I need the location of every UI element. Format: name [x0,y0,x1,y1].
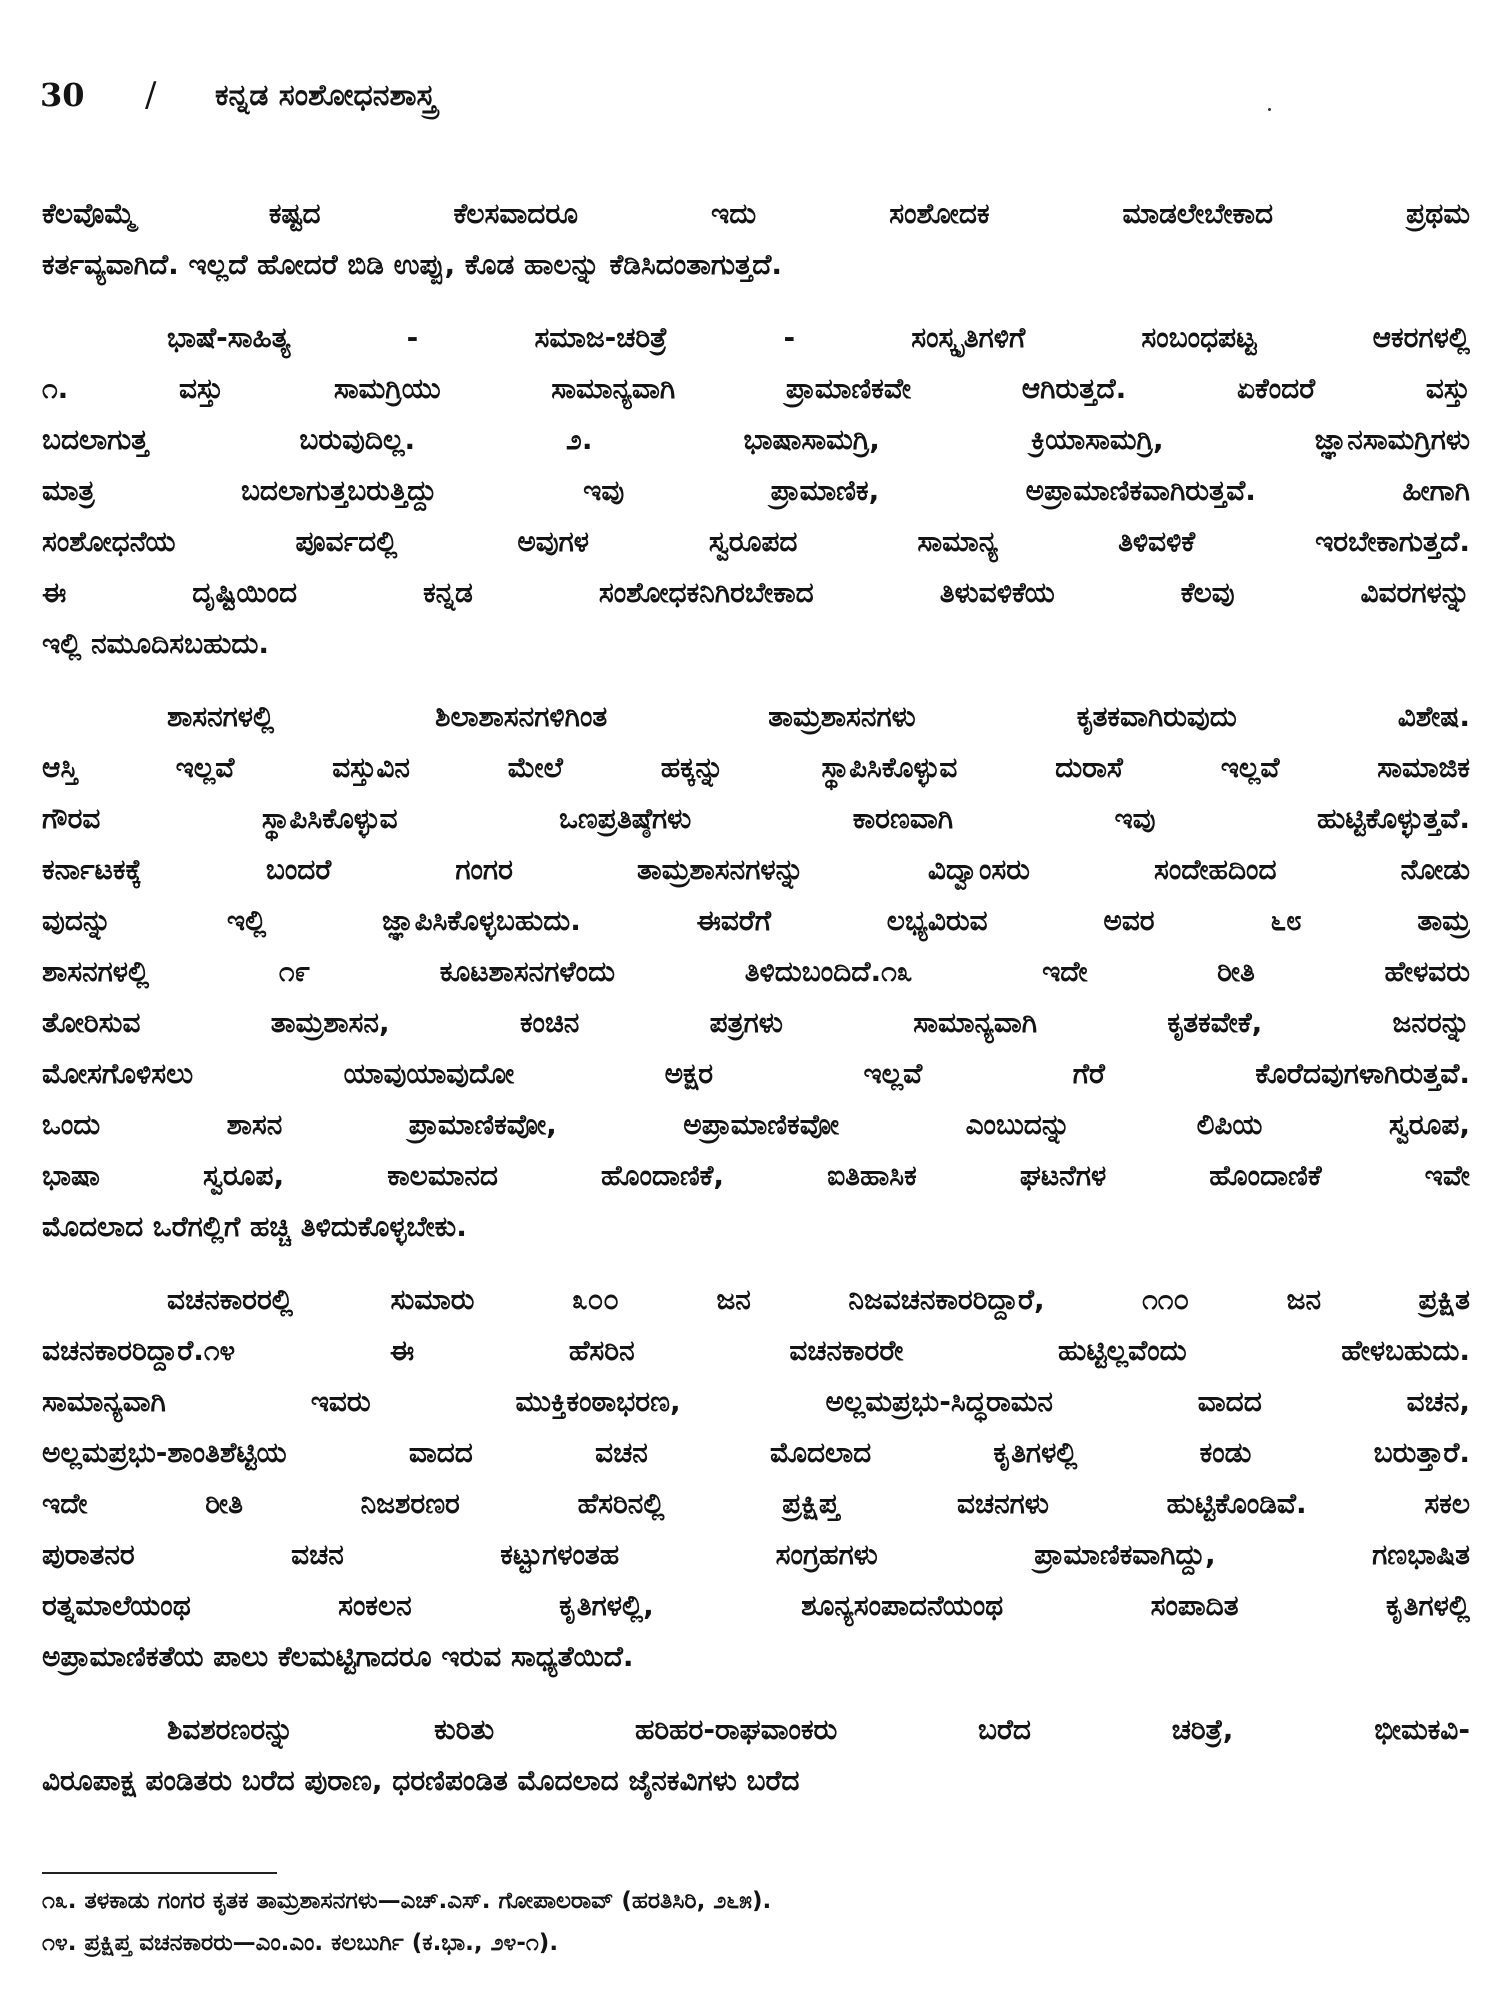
text-line: ಭಾಷೆ-ಸಾಹಿತ್ಯ - ಸಮಾಜ-ಚರಿತ್ರೆ - ಸಂಸ್ಕೃತಿಗಳಿಗೆ ಸಂಬಂಧಪಟ್ಟ ಆಕರಗಳಲ್ಲಿ [167,321,1470,354]
paragraph [42,691,1470,1252]
text-line: ರತ್ನಮಾಲೆಯಂಥ ಸಂಕಲನ ಕೃತಿಗಳಲ್ಲಿ, ಶೂನ್ಯಸಂಪಾದನೆಯಂಥ ಸಂಪಾದಿತ ಕೃತಿಗಳಲ್ಲಿ [42,1589,1470,1622]
text-line: ಭಾಷಾ ಸ್ವರೂಪ, ಕಾಲಮಾನದ ಹೊಂದಾಣಿಕೆ, ಐತಿಹಾಸಿಕ ಘಟನೆಗಳ ಹೊಂದಾಣಿಕೆ ಇವೇ [42,1159,1470,1192]
text-line: ವಚನಕಾರರಿದ್ದಾರೆ.೧೪ ಈ ಹೆಸರಿನ ವಚನಕಾರರೇ ಹುಟ್ಟಿಲ್ಲವೆಂದು ಹೇಳಬಹುದು. [42,1334,1470,1367]
footnote-rule [42,1872,277,1874]
text-line: ಅಪ್ರಾಮಾಣಿಕತೆಯ ಪಾಲು ಕೆಲಮಟ್ಟಿಗಾದರೂ ಇರುವ ಸಾಧ್ಯತೆಯಿದೆ. [42,1640,634,1673]
book-title: ಕನ್ನಡ ಸಂಶೋಧನಶಾಸ್ತ್ರ [215,77,436,113]
text-line: ವುದನ್ನು ಇಲ್ಲಿ ಜ್ಞಾಪಿಸಿಕೊಳ್ಳಬಹುದು. ಈವರೆಗೆ ಲಭ್ಯವಿರುವ ಅವರ ೬೮ ತಾಮ್ರ [42,904,1470,937]
text-line: ಸಾಮಾನ್ಯವಾಗಿ ಇವರು ಮುಕ್ತಿಕಂಠಾಭರಣ, ಅಲ್ಲಮಪ್ರಭು-ಸಿದ್ಧರಾಮನ ವಾದದ ವಚನ, [42,1385,1470,1418]
paragraph [42,1274,1470,1682]
paragraph [42,312,1470,669]
footnotes [42,1880,1470,1964]
text-line: ಆಸ್ತಿ ಇಲ್ಲವೆ ವಸ್ತುವಿನ ಮೇಲೆ ಹಕ್ಕನ್ನು ಸ್ಥಾಪಿಸಿಕೊಳ್ಳುವ ದುರಾಸೆ ಇಲ್ಲವೆ ಸಾಮಾಜಿಕ [42,751,1470,784]
text-line: ಕರ್ನಾಟಕಕ್ಕೆ ಬಂದರೆ ಗಂಗರ ತಾಮ್ರಶಾಸನಗಳನ್ನು ವಿದ್ವಾಂಸರು ಸಂದೇಹದಿಂದ ನೋಡು [42,853,1470,886]
text-line: ಅಲ್ಲಮಪ್ರಭು-ಶಾಂತಿಶೆಟ್ಟಿಯ ವಾದದ ವಚನ ಮೊದಲಾದ ಕೃತಿಗಳಲ್ಲಿ ಕಂಡು ಬರುತ್ತಾರೆ. [42,1436,1470,1469]
body-text [42,188,1470,1806]
text-line: ಕೆಲವೊಮ್ಮೆ ಕಷ್ಟದ ಕೆಲಸವಾದರೂ ಇದು ಸಂಶೋದಕ ಮಾಡಲೇಬೇಕಾದ ಪ್ರಥಮ [42,197,1470,230]
text-line: ಸಂಶೋಧನೆಯ ಪೂರ್ವದಲ್ಲಿ ಅವುಗಳ ಸ್ವರೂಪದ ಸಾಮಾನ್ಯ ತಿಳಿವಳಿಕೆ ಇರಬೇಕಾಗುತ್ತದೆ. [42,525,1470,558]
paragraph [42,1704,1470,1806]
text-line: ಶಾಸನಗಳಲ್ಲಿ ಶಿಲಾಶಾಸನಗಳಿಗಿಂತ ತಾಮ್ರಶಾಸನಗಳು ಕೃತಕವಾಗಿರುವುದು ವಿಶೇಷ. [167,700,1470,733]
text-line: ಮೊದಲಾದ ಒರೆಗಲ್ಲಿಗೆ ಹಚ್ಚಿ ತಿಳಿದುಕೊಳ್ಳಬೇಕು. [42,1210,467,1243]
text-line: ಪುರಾತನರ ವಚನ ಕಟ್ಟುಗಳಂತಹ ಸಂಗ್ರಹಗಳು ಪ್ರಾಮಾಣಿಕವಾಗಿದ್ದು, ಗಣಭಾಷಿತ [42,1538,1470,1571]
text-line: ವಚನಕಾರರಲ್ಲಿ ಸುಮಾರು ೩೦೦ ಜನ ನಿಜವಚನಕಾರರಿದ್ದಾರೆ, ೧೧೦ ಜನ ಪ್ರಕ್ಷಿತ [167,1283,1470,1316]
text-line: ಒಂದು ಶಾಸನ ಪ್ರಾಮಾಣಿಕವೋ, ಅಪ್ರಾಮಾಣಿಕವೋ ಎಂಬುದನ್ನು ಲಿಪಿಯ ಸ್ವರೂಪ, [42,1108,1470,1141]
text-line: ಬದಲಾಗುತ್ತ ಬರುವುದಿಲ್ಲ. ೨. ಭಾಷಾಸಾಮಗ್ರಿ, ಕ್ರಿಯಾಸಾಮಗ್ರಿ, ಜ್ಞಾನಸಾಮಗ್ರಿಗಳು [42,423,1470,456]
text-line: ತೋರಿಸುವ ತಾಮ್ರಶಾಸನ, ಕಂಚಿನ ಪತ್ರಗಳು ಸಾಮಾನ್ಯವಾಗಿ ಕೃತಕವೇಕೆ, ಜನರನ್ನು [42,1006,1470,1039]
text-line: ಇದೇ ರೀತಿ ನಿಜಶರಣರ ಹೆಸರಿನಲ್ಲಿ ಪ್ರಕ್ಷಿಪ್ತ ವಚನಗಳು ಹುಟ್ಟಿಕೊಂಡಿವೆ. ಸಕಲ [42,1487,1470,1520]
text-line: ಈ ದೃಷ್ಟಿಯಿಂದ ಕನ್ನಡ ಸಂಶೋಧಕನಿಗಿರಬೇಕಾದ ತಿಳುವಳಿಕೆಯ ಕೆಲವು ವಿವರಗಳನ್ನು [42,576,1470,609]
text-line: ಶಿವಶರಣರನ್ನು ಕುರಿತು ಹರಿಹರ-ರಾಘವಾಂಕರು ಬರೆದ ಚರಿತ್ರೆ, ಭೀಮಕವಿ- [167,1713,1470,1746]
text-line: ವಿರೂಪಾಕ್ಷ ಪಂಡಿತರು ಬರೆದ ಪುರಾಣ, ಧರಣಿಪಂಡಿತ ಮೊದಲಾದ ಜೈನಕವಿಗಳು ಬರೆದ [42,1764,800,1797]
text-line: ೧. ವಸ್ತು ಸಾಮಗ್ರಿಯು ಸಾಮಾನ್ಯವಾಗಿ ಪ್ರಾಮಾಣಿಕವೇ ಆಗಿರುತ್ತದೆ. ಏಕೆಂದರೆ ವಸ್ತು [42,372,1470,405]
paragraph [42,188,1470,290]
text-line: ಗೌರವ ಸ್ಥಾಪಿಸಿಕೊಳ್ಳುವ ಒಣಪ್ರತಿಷ್ಠೆಗಳು ಕಾರಣವಾಗಿ ಇವು ಹುಟ್ಟಿಕೊಳ್ಳುತ್ತವೆ. [42,802,1470,835]
page-number: 30 [40,76,85,114]
text-line: ಇಲ್ಲಿ ನಮೂದಿಸಬಹುದು. [42,627,270,660]
text-line: ಕರ್ತವ್ಯವಾಗಿದೆ. ಇಲ್ಲದೆ ಹೋದರೆ ಬಿಡಿ ಉಪ್ಪು, ಕೊಡ ಹಾಲನ್ನು ಕೆಡಿಸಿದಂತಾಗುತ್ತದೆ. [42,248,783,281]
footnote: ೧೪. ಪ್ರಕ್ಷಿಪ್ತ ವಚನಕಾರರು—ಎಂ.ಎಂ. ಕಲಬುರ್ಗಿ (ಕ.ಭಾ., ೨೪-೧). [42,1930,559,1956]
text-line: ಮಾತ್ರ ಬದಲಾಗುತ್ತಬರುತ್ತಿದ್ದು ಇವು ಪ್ರಾಮಾಣಿಕ, ಅಪ್ರಾಮಾಣಿಕವಾಗಿರುತ್ತವೆ. ಹೀಗಾಗಿ [42,474,1470,507]
header-separator: / [145,75,157,115]
running-header [40,70,436,120]
text-line: ಶಾಸನಗಳಲ್ಲಿ ೧೯ ಕೂಟಶಾಸನಗಳೆಂದು ತಿಳಿದುಬಂದಿದೆ.೧೩ ಇದೇ ರೀತಿ ಹೇಳವರು [42,955,1470,988]
speck [1268,108,1271,111]
footnote: ೧೩. ತಳಕಾಡು ಗಂಗರ ಕೃತಕ ತಾಮ್ರಶಾಸನಗಳು—ಎಚ್.ಎಸ್. ಗೋಪಾಲರಾವ್ (ಹರತಿಸಿರಿ, ೨೬೫). [42,1888,772,1914]
text-line: ಮೋಸಗೊಳಿಸಲು ಯಾವುಯಾವುದೋ ಅಕ್ಷರ ಇಲ್ಲವೆ ಗೆರೆ ಕೊರೆದವುಗಳಾಗಿರುತ್ತವೆ. [42,1057,1470,1090]
